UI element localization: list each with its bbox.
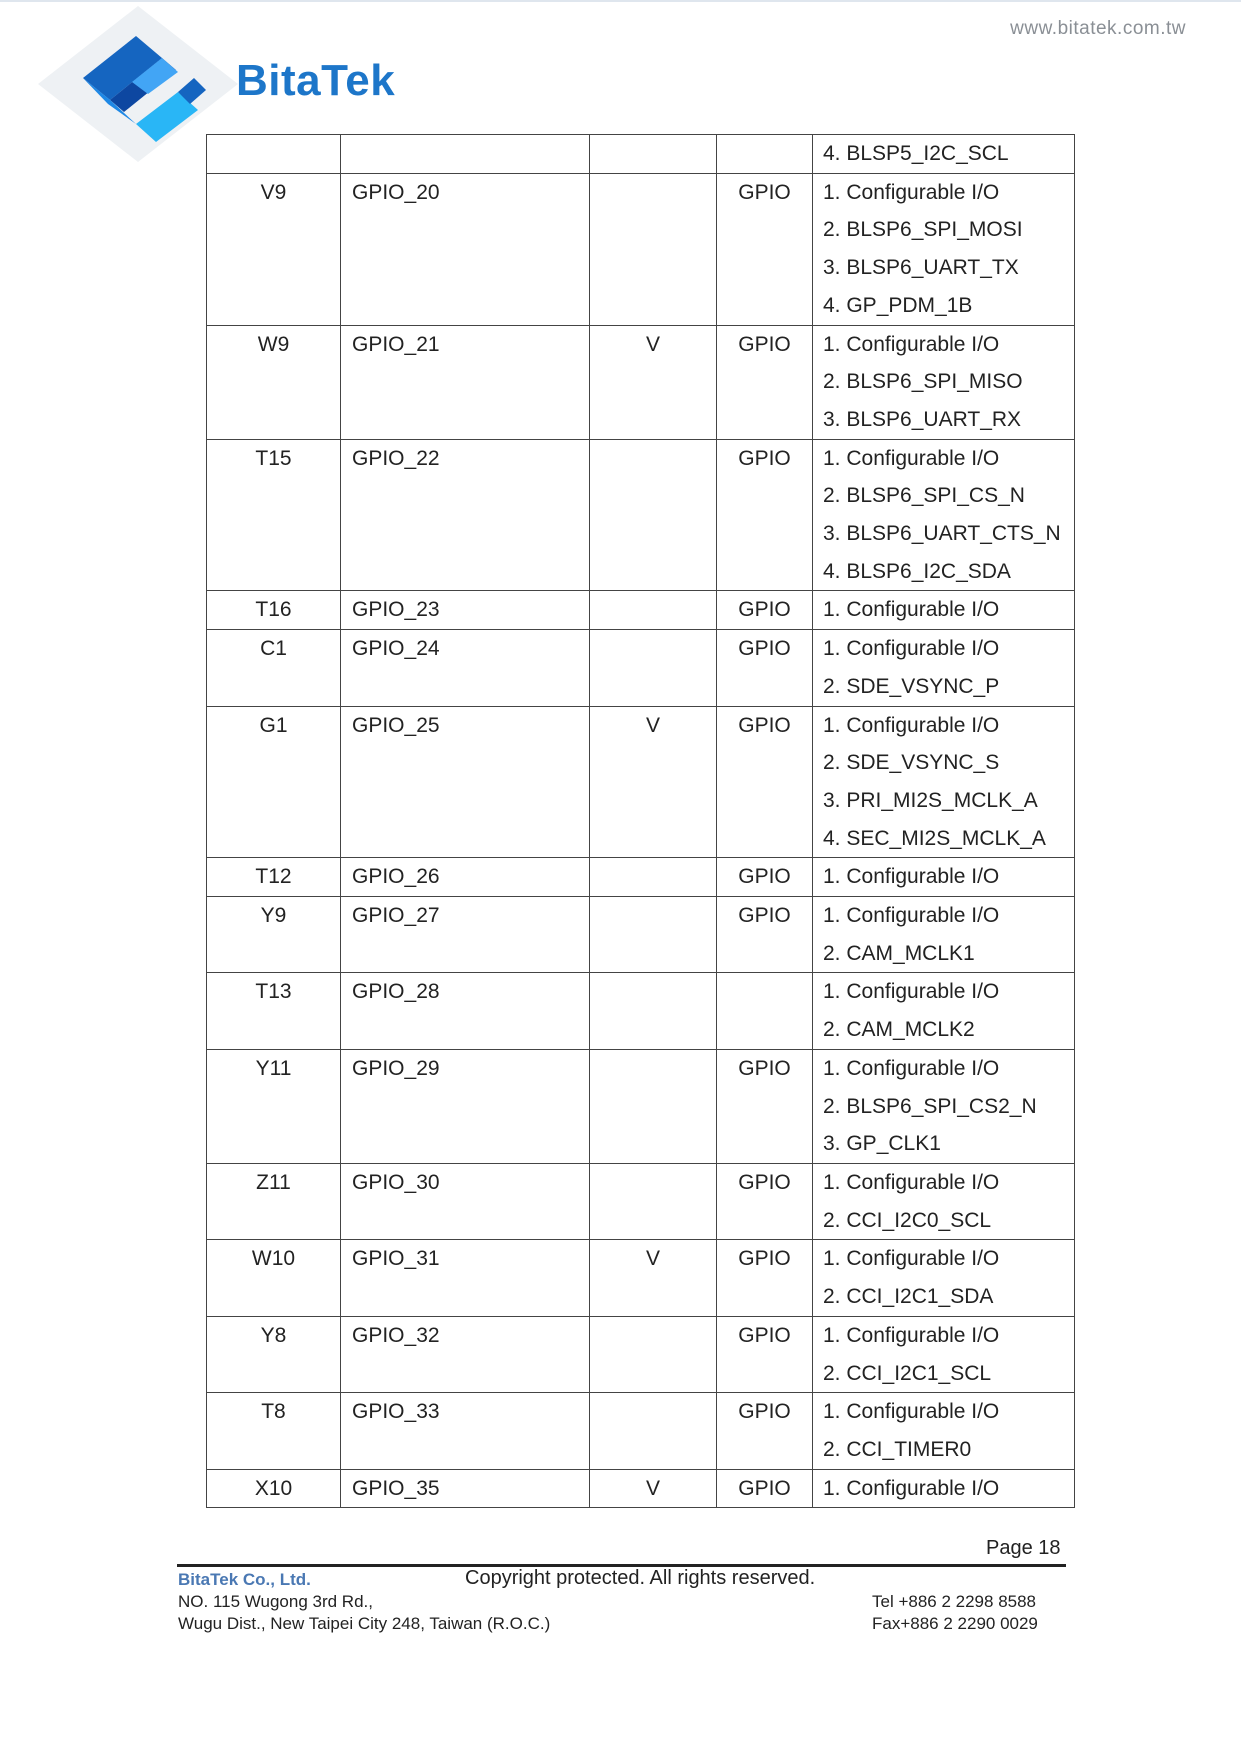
type-cell: GPIO [717,439,813,591]
table-row [207,897,1075,973]
copyright-notice: Copyright protected. All rights reserved. [465,1567,816,1589]
type-cell: GPIO [717,858,813,897]
pin-cell: T8 [207,1393,341,1469]
v-flag-cell [590,135,717,174]
pin-cell: X10 [207,1469,341,1508]
function-item: 3. PRI_MI2S_MCLK_A [823,788,1038,812]
v-flag-cell: V [590,325,717,439]
function-item: 2. SDE_VSYNC_P [823,674,1000,698]
functions-cell [813,135,1075,174]
functions-cell [813,973,1075,1049]
function-item: 4. GP_PDM_1B [823,293,973,317]
type-cell [717,973,813,1049]
functions-cell [813,1163,1075,1239]
v-flag-cell [590,591,717,630]
function-item: 4. BLSP6_I2C_SDA [823,559,1011,583]
company-name: BitaTek Co., Ltd. [178,1570,311,1589]
function-item: 1. Configurable I/O [823,980,1000,1004]
function-item: 2. CCI_I2C1_SCL [823,1361,992,1385]
pin-cell: Y11 [207,1049,341,1163]
function-item: 1. Configurable I/O [823,713,1000,737]
v-flag-cell [590,897,717,973]
function-item: 3. BLSP6_UART_CTS_N [823,522,1061,546]
table-row [207,173,1075,325]
table-row [207,858,1075,897]
pin-cell: Z11 [207,1163,341,1239]
functions-cell [813,858,1075,897]
type-cell: GPIO [717,1049,813,1163]
pin-cell: T13 [207,973,341,1049]
function-item: 1. Configurable I/O [823,637,1000,661]
type-cell: GPIO [717,325,813,439]
pin-table-body [207,135,1075,1508]
type-cell: GPIO [717,1393,813,1469]
type-cell [717,135,813,174]
v-flag-cell [590,1316,717,1392]
type-cell: GPIO [717,706,813,858]
pin-cell: V9 [207,173,341,325]
v-flag-cell [590,173,717,325]
pin-cell: T12 [207,858,341,897]
address-line-1: NO. 115 Wugong 3rd Rd., [178,1592,373,1611]
function-item: 2. BLSP6_SPI_CS2_N [823,1094,1037,1118]
function-item: 2. CAM_MCLK1 [823,941,975,965]
v-flag-cell [590,858,717,897]
signal-name-cell: GPIO_31 [341,1240,590,1316]
function-item: 1. Configurable I/O [823,1247,1000,1271]
table-row [207,1163,1075,1239]
type-cell: GPIO [717,1316,813,1392]
function-item: 1. Configurable I/O [823,446,1000,470]
type-cell: GPIO [717,591,813,630]
table-row [207,325,1075,439]
type-cell: GPIO [717,897,813,973]
v-flag-cell [590,1049,717,1163]
function-item: 2. CCI_I2C1_SDA [823,1285,994,1309]
v-flag-cell: V [590,1469,717,1508]
v-flag-cell [590,973,717,1049]
signal-name-cell: GPIO_30 [341,1163,590,1239]
functions-cell [813,706,1075,858]
signal-name-cell: GPIO_22 [341,439,590,591]
table-row [207,630,1075,706]
signal-name-cell [341,135,590,174]
signal-name-cell: GPIO_32 [341,1316,590,1392]
function-item: 2. BLSP6_SPI_MISO [823,370,1023,394]
table-row [207,1393,1075,1469]
pin-cell: T15 [207,439,341,591]
signal-name-cell: GPIO_20 [341,173,590,325]
page-number: Page 18 [986,1537,1061,1559]
v-flag-cell [590,439,717,591]
type-cell: GPIO [717,1163,813,1239]
function-item: 3. BLSP6_UART_RX [823,407,1022,431]
table-row [207,135,1075,174]
function-item: 1. Configurable I/O [823,1400,1000,1424]
functions-cell [813,1393,1075,1469]
function-item: 3. BLSP6_UART_TX [823,256,1019,280]
signal-name-cell: GPIO_35 [341,1469,590,1508]
top-rule [0,0,1241,2]
table-row [207,1316,1075,1392]
type-cell: GPIO [717,173,813,325]
type-cell: GPIO [717,1469,813,1508]
functions-cell [813,591,1075,630]
function-item: 2. CAM_MCLK2 [823,1018,975,1042]
v-flag-cell [590,630,717,706]
v-flag-cell: V [590,706,717,858]
signal-name-cell: GPIO_24 [341,630,590,706]
signal-name-cell: GPIO_23 [341,591,590,630]
function-item: 4. SEC_MI2S_MCLK_A [823,826,1046,850]
function-item: 1. Configurable I/O [823,904,1000,928]
pin-cell: W10 [207,1240,341,1316]
signal-name-cell: GPIO_28 [341,973,590,1049]
pin-cell: Y8 [207,1316,341,1392]
function-item: 1. Configurable I/O [823,1170,1000,1194]
v-flag-cell [590,1163,717,1239]
function-item: 1. Configurable I/O [823,180,1000,204]
function-item: 1. Configurable I/O [823,332,1000,356]
v-flag-cell [590,1393,717,1469]
telephone: Tel +886 2 2298 8588 [872,1592,1037,1611]
signal-name-cell: GPIO_25 [341,706,590,858]
pin-cell [207,135,341,174]
table-row [207,439,1075,591]
functions-cell [813,1316,1075,1392]
type-cell: GPIO [717,630,813,706]
functions-cell [813,439,1075,591]
fax: Fax+886 2 2290 0029 [872,1614,1038,1633]
type-cell: GPIO [717,1240,813,1316]
function-item: 2. SDE_VSYNC_S [823,751,1000,775]
functions-cell [813,1469,1075,1508]
table-row [207,1469,1075,1508]
table-row [207,973,1075,1049]
function-item: 3. GP_CLK1 [823,1132,941,1156]
gpio-pin-table [206,134,1075,1508]
signal-name-cell: GPIO_27 [341,897,590,973]
signal-name-cell: GPIO_33 [341,1393,590,1469]
website-url[interactable]: www.bitatek.com.tw [1010,18,1186,39]
function-item: 4. BLSP5_I2C_SCL [823,142,1009,165]
signal-name-cell: GPIO_21 [341,325,590,439]
function-item: 1. Configurable I/O [823,865,1000,889]
functions-cell [813,1240,1075,1316]
functions-cell [813,630,1075,706]
v-flag-cell: V [590,1240,717,1316]
pin-cell: W9 [207,325,341,439]
address-line-2: Wugu Dist., New Taipei City 248, Taiwan (R.O.C.) [178,1614,551,1633]
functions-cell [813,173,1075,325]
table-row [207,591,1075,630]
signal-name-cell: GPIO_29 [341,1049,590,1163]
function-item: 2. CCI_TIMER0 [823,1437,972,1461]
function-item: 1. Configurable I/O [823,1056,1000,1080]
pin-cell: T16 [207,591,341,630]
function-item: 1. Configurable I/O [823,1476,1000,1500]
function-item: 1. Configurable I/O [823,1323,1000,1347]
function-item: 2. CCI_I2C0_SCL [823,1208,992,1232]
pin-cell: C1 [207,630,341,706]
function-item: 2. BLSP6_SPI_CS_N [823,484,1025,508]
pin-cell: Y9 [207,897,341,973]
functions-cell [813,897,1075,973]
table-row [207,706,1075,858]
pin-cell: G1 [207,706,341,858]
table-row [207,1049,1075,1163]
functions-cell [813,1049,1075,1163]
logo-text: BitaTek [236,56,396,105]
table-row [207,1240,1075,1316]
functions-cell [813,325,1075,439]
signal-name-cell: GPIO_26 [341,858,590,897]
function-item: 2. BLSP6_SPI_MOSI [823,218,1023,242]
function-item: 1. Configurable I/O [823,598,1000,622]
